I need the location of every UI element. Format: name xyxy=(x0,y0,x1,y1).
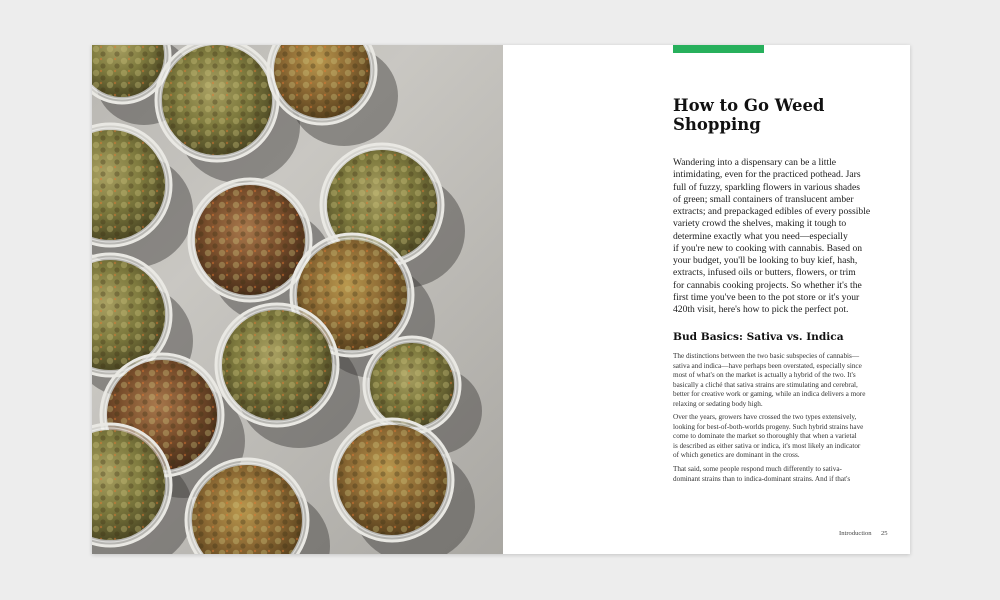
text-page xyxy=(503,45,910,554)
cannabis-jars-photo xyxy=(92,45,503,554)
body-line: basically a cliché that sativa strains are stimulating and cerebral, xyxy=(673,380,858,389)
section-subheading: Bud Basics: Sativa vs. Indica xyxy=(673,331,844,343)
body-paragraph xyxy=(673,352,887,409)
intro-line: if you're new to cooking with cannabis. Based on xyxy=(673,242,863,254)
bud-texture xyxy=(162,45,272,155)
intro-line: of green; small containers of translucent amber xyxy=(673,193,854,205)
page-number: 25 xyxy=(881,530,888,537)
body-line: is described as either sativa or indica, it's most likely an indicator xyxy=(673,441,861,450)
bud-texture xyxy=(222,310,332,420)
bud-texture xyxy=(337,425,447,535)
intro-line: full of fuzzy, sparkling flowers in various shades xyxy=(673,181,860,193)
body-line: of which genetics are dominant in the cross. xyxy=(673,451,800,460)
title-line: How to Go Weed xyxy=(673,96,825,115)
bud-texture xyxy=(370,343,454,427)
intro-line: Wandering into a dispensary can be a little xyxy=(673,157,837,168)
body-line: relaxing or sedating body high. xyxy=(673,399,763,408)
intro-line: first time you've been to the pot store or it's your xyxy=(673,291,860,303)
intro-line: 420th visit, here's how to pick the perfect pot. xyxy=(673,304,849,315)
body-line: sativa and indica—have perhaps been overstated, especially since xyxy=(673,361,862,370)
body-text xyxy=(673,352,887,488)
body-line: looking for best-of-both-worlds progeny. Such hybrid strains have xyxy=(673,422,864,431)
running-footer-section: Introduction xyxy=(839,530,872,537)
jars-illustration xyxy=(92,45,503,554)
body-line: come to dominate the market so thoroughly that when a varietal xyxy=(673,432,857,441)
title-line: Shopping xyxy=(673,115,761,134)
body-line: most of what's on the market is actually a hybrid of the two. It's xyxy=(673,371,856,380)
body-paragraph xyxy=(673,465,887,484)
intro-line: your budget, you'll be looking to buy kief, hash, xyxy=(673,255,858,266)
body-line: Over the years, growers have crossed the two types extensively, xyxy=(673,413,857,422)
accent-bar xyxy=(673,45,764,53)
intro-line: intimidating, even for the practiced pothead. Jars xyxy=(673,169,861,181)
intro-line: for cannabis cooking projects. So whether it's the xyxy=(673,279,862,291)
intro-line: determine exactly what you need—especially xyxy=(673,230,848,242)
body-line: That said, some people respond much differently to sativa- xyxy=(673,465,842,474)
body-line: The distinctions between the two basic subspecies of cannabis— xyxy=(673,352,860,360)
body-paragraph xyxy=(673,413,887,461)
book-spread xyxy=(92,45,910,554)
body-line: better for creative work or gaming, while an indica delivers a more xyxy=(673,390,866,399)
intro-line: variety crowd the shelves, making it tough to xyxy=(673,218,847,230)
intro-line: extracts; and prepackaged edibles of every possible xyxy=(673,206,871,217)
intro-paragraph xyxy=(673,157,881,316)
body-line: dominant strains than to indica-dominant strains. And if that's xyxy=(673,474,851,483)
bud-texture xyxy=(195,185,305,295)
intro-line: extracts, infused oils or butters, flowers, or trim xyxy=(673,267,856,279)
page-title xyxy=(673,96,893,134)
